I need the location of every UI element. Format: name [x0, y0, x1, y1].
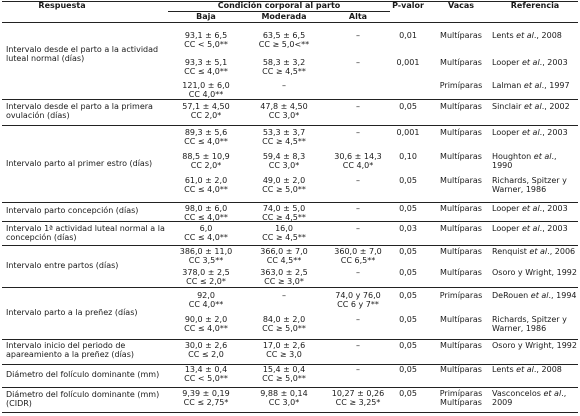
- cell-alta: –: [356, 31, 360, 40]
- group-label: Intervalo desde el parto a la actividad luteal normal (días): [6, 45, 159, 63]
- cell-referencia: [492, 225, 578, 234]
- cell-baja: 93,3 ± 5,1 CC ≤ 4,0**: [184, 58, 228, 76]
- cell-moderada: 58,3 ± 3,2 CC ≥ 4,5**: [262, 58, 306, 76]
- cell-baja: 378,0 ± 2,5 CC ≤ 2,0*: [182, 268, 230, 286]
- cell-alta: –: [356, 204, 360, 213]
- cell-moderada: 47,8 ± 4,50 CC 3,0*: [260, 102, 308, 120]
- cell-moderada: 59,4 ± 8,3 CC 3,0*: [262, 152, 306, 170]
- cell-baja: 386,0 ± 11,0 CC 3,5**: [179, 247, 233, 265]
- cell-pvalor: 0,05: [399, 365, 417, 374]
- group-label: Diámetro del folículo dominante (mm): [6, 370, 160, 379]
- cell-referencia: [492, 59, 578, 68]
- cell-pvalor: 0,05: [399, 291, 417, 300]
- cell-baja: 89,3 ± 5,6 CC ≤ 4,0**: [184, 128, 228, 146]
- cell-referencia: [492, 248, 578, 257]
- cell-referencia: [492, 103, 578, 112]
- cell-alta: –: [356, 224, 360, 233]
- cell-baja: 13,4 ± 0,4 CC < 5,0**: [184, 365, 228, 383]
- cell-referencia: [492, 129, 578, 138]
- ref-author: Richards, Spitzer y Warner, 1986: [492, 176, 567, 194]
- group-divider: [2, 125, 578, 126]
- cell-referencia: [492, 82, 578, 91]
- cell-alta: –: [356, 341, 360, 350]
- ref-author: Osoro y Wright, 1992: [492, 341, 577, 350]
- ref-year: ., 1994: [548, 291, 577, 300]
- cell-referencia: [492, 292, 578, 301]
- results-table: [2, 1, 578, 414]
- col-header-pvalor: P-valor: [392, 1, 424, 10]
- ref-etal: et al: [516, 365, 534, 374]
- cell-alta: 74,0 y 76,0 CC 6 y 7**: [335, 291, 381, 309]
- col-header-moderada: Moderada: [261, 12, 307, 21]
- ref-author: Looper: [492, 128, 522, 137]
- cell-alta: 10,27 ± 0,26 CC ≥ 3,25*: [331, 389, 385, 407]
- group-label: Intervalo parto al primer estro (días): [6, 159, 153, 168]
- cell-moderada: 84,0 ± 2,0 CC ≥ 5,0**: [262, 315, 306, 333]
- ref-year: ., 2003: [539, 224, 568, 233]
- ref-etal: et al: [521, 58, 540, 67]
- col-header-vacas: Vacas: [447, 1, 475, 10]
- cell-baja: 57,1 ± 4,50 CC 2,0*: [182, 102, 230, 120]
- cell-alta: 360,0 ± 7,0 CC 6,5**: [334, 247, 382, 265]
- cell-vacas: Primíparas Multíparas: [439, 389, 483, 407]
- ref-etal: et al: [543, 389, 562, 398]
- ref-author: Houghton: [492, 152, 534, 161]
- cell-vacas: Multíparas: [440, 224, 482, 233]
- cell-alta: –: [356, 365, 360, 374]
- group-label: Intervalo parto concepción (días): [6, 206, 139, 215]
- cell-referencia: [492, 366, 578, 375]
- ref-author: Richards, Spitzer y Warner, 1986: [492, 315, 567, 333]
- ref-year: ., 1990: [492, 152, 557, 170]
- cell-baja: 121,0 ± 6,0 CC 4,0**: [182, 81, 230, 99]
- ref-year: ., 2003: [539, 204, 568, 213]
- cell-pvalor: 0,05: [399, 247, 417, 256]
- group-label: Intervalo entre partos (días): [6, 261, 119, 270]
- cell-referencia: [492, 205, 578, 214]
- cell-referencia: [492, 177, 578, 195]
- ref-author: Looper: [492, 204, 522, 213]
- ref-etal: et al: [521, 204, 540, 213]
- cell-vacas: Multíparas: [440, 204, 482, 213]
- cell-baja: 92,0 CC 4,0**: [188, 291, 224, 309]
- ref-etal: et al: [523, 102, 542, 111]
- ref-etal: et al: [516, 31, 534, 40]
- cell-pvalor: 0,05: [399, 176, 417, 185]
- cell-pvalor: 0,05: [399, 268, 417, 277]
- cell-pvalor: 0,05: [399, 102, 417, 111]
- group-divider: [2, 387, 578, 388]
- col-header-baja: Baja: [196, 12, 216, 21]
- cell-moderada: 63,5 ± 6,5 CC ≥ 5,0<**: [258, 31, 310, 49]
- cell-baja: 30,0 ± 2,6 CC ≤ 2,0: [184, 341, 228, 359]
- cell-alta: –: [356, 268, 360, 277]
- ref-author: Lalman: [492, 81, 524, 90]
- cell-baja: 6,0 CC ≤ 4,0**: [184, 224, 228, 242]
- cell-pvalor: 0,10: [399, 152, 417, 161]
- cell-baja: 98,0 ± 6,0 CC ≤ 4,0**: [184, 204, 228, 222]
- cell-vacas: Primíparas: [439, 291, 483, 300]
- ref-year: ., 2003: [539, 58, 568, 67]
- cell-moderada: 49,0 ± 2,0 CC ≥ 5,0**: [262, 176, 306, 194]
- cell-pvalor: 0,05: [399, 341, 417, 350]
- ref-author: Looper: [492, 224, 522, 233]
- ref-author: Sinclair: [492, 102, 524, 111]
- cell-vacas: Multíparas: [440, 128, 482, 137]
- ref-etal: et al: [521, 128, 540, 137]
- cell-baja: 61,0 ± 2,0 CC ≤ 4,0**: [184, 176, 228, 194]
- group-divider: [2, 202, 578, 203]
- group-label: Intervalo 1ª actividad luteal normal a la concepción (días): [6, 224, 165, 242]
- cell-alta: 30,6 ± 14,3 CC 4,0*: [334, 152, 382, 170]
- ref-etal: et al: [533, 152, 552, 161]
- ref-etal: et al: [529, 247, 548, 256]
- ref-etal: et al: [523, 81, 542, 90]
- cell-referencia: [492, 269, 578, 278]
- ref-author: Looper: [492, 58, 522, 67]
- group-divider: [2, 245, 578, 246]
- cell-vacas: Multíparas: [440, 58, 482, 67]
- cell-baja: 88,5 ± 10,9 CC 2,0*: [182, 152, 230, 170]
- cell-pvalor: 0,001: [396, 58, 420, 67]
- cell-moderada: 363,0 ± 2,5 CC ≥ 3,0*: [260, 268, 308, 286]
- cell-referencia: [492, 342, 578, 351]
- cell-vacas: Primíparas: [439, 81, 483, 90]
- cell-vacas: Multíparas: [440, 102, 482, 111]
- cell-referencia: [492, 390, 578, 408]
- cell-pvalor: 0,05: [399, 315, 417, 324]
- ref-year: ., 2003: [539, 128, 568, 137]
- cell-vacas: Multíparas: [440, 315, 482, 324]
- group-divider: [2, 99, 578, 100]
- cell-pvalor: 0,05: [399, 389, 417, 398]
- cell-alta: –: [356, 102, 360, 111]
- cell-vacas: Multíparas: [440, 341, 482, 350]
- ref-year: ., 2006: [547, 247, 576, 256]
- ref-author: Lents: [492, 365, 517, 374]
- cell-alta: –: [356, 128, 360, 137]
- group-divider: [2, 339, 578, 340]
- cell-vacas: Multíparas: [440, 176, 482, 185]
- group-label: Intervalo inicio del periodo de apareamiento a la preñez (días): [6, 341, 134, 359]
- col-header-condicion: Condición corporal al parto: [217, 1, 341, 10]
- ref-author: Osoro y Wright, 1992: [492, 268, 577, 277]
- cell-referencia: [492, 153, 578, 171]
- ref-etal: et al: [521, 224, 540, 233]
- cell-moderada: –: [282, 81, 286, 90]
- table-bottom-rule: [2, 412, 578, 413]
- cell-vacas: Multíparas: [440, 31, 482, 40]
- cell-moderada: 17,0 ± 2,6 CC ≥ 3,0: [262, 341, 306, 359]
- header-bottom-rule: [2, 22, 578, 23]
- cell-alta: –: [356, 315, 360, 324]
- cell-referencia: [492, 316, 578, 334]
- cell-pvalor: 0,01: [399, 31, 417, 40]
- ref-etal: et al: [530, 291, 549, 300]
- cell-moderada: 53,3 ± 3,7 CC ≥ 4,5**: [262, 128, 306, 146]
- group-label: Diámetro del folículo dominante (mm) (CIDR): [6, 390, 160, 408]
- col-header-respuesta: Respuesta: [38, 1, 86, 10]
- cell-vacas: Multíparas: [440, 268, 482, 277]
- cell-moderada: 366,0 ± 7,0 CC 4,5**: [260, 247, 308, 265]
- ref-year: ., 2008: [533, 31, 562, 40]
- cell-alta: –: [356, 176, 360, 185]
- ref-year: ., 2008: [533, 365, 562, 374]
- group-label: Intervalo parto a la preñez (días): [6, 308, 138, 317]
- cell-alta: –: [356, 58, 360, 67]
- cell-vacas: Multíparas: [440, 365, 482, 374]
- cell-baja: 93,1 ± 6,5 CC < 5,0**: [184, 31, 228, 49]
- cell-moderada: 9,88 ± 0,14 CC 3,0*: [260, 389, 308, 407]
- cell-referencia: [492, 32, 578, 41]
- ref-author: Lents: [492, 31, 517, 40]
- col-header-referencia: Referencia: [510, 1, 560, 10]
- cell-moderada: 16,0 CC ≥ 4,5**: [262, 224, 306, 242]
- col-header-alta: Alta: [348, 12, 368, 21]
- group-divider: [2, 287, 578, 288]
- ref-year: ., 1997: [541, 81, 570, 90]
- ref-author: Vasconcelos: [492, 389, 544, 398]
- ref-year: ., 2009: [492, 389, 567, 407]
- cell-baja: 9,39 ± 0,19 CC ≤ 2,75*: [182, 389, 230, 407]
- cell-pvalor: 0,03: [399, 224, 417, 233]
- ref-author: Renquist: [492, 247, 530, 256]
- cell-moderada: 15,4 ± 0,4 CC ≥ 5,0**: [262, 365, 306, 383]
- ref-year: ., 2002: [541, 102, 570, 111]
- cell-baja: 90,0 ± 2,0 CC ≤ 4,0**: [184, 315, 228, 333]
- cell-moderada: –: [282, 291, 286, 300]
- ref-author: DeRouen: [492, 291, 531, 300]
- cell-pvalor: 0,05: [399, 204, 417, 213]
- cell-moderada: 74,0 ± 5,0 CC ≥ 4,5**: [262, 204, 306, 222]
- cell-pvalor: 0,001: [396, 128, 420, 137]
- cell-vacas: Multíparas: [440, 247, 482, 256]
- group-label: Intervalo desde el parto a la primera ovulación (días): [6, 102, 153, 120]
- cell-vacas: Multíparas: [440, 152, 482, 161]
